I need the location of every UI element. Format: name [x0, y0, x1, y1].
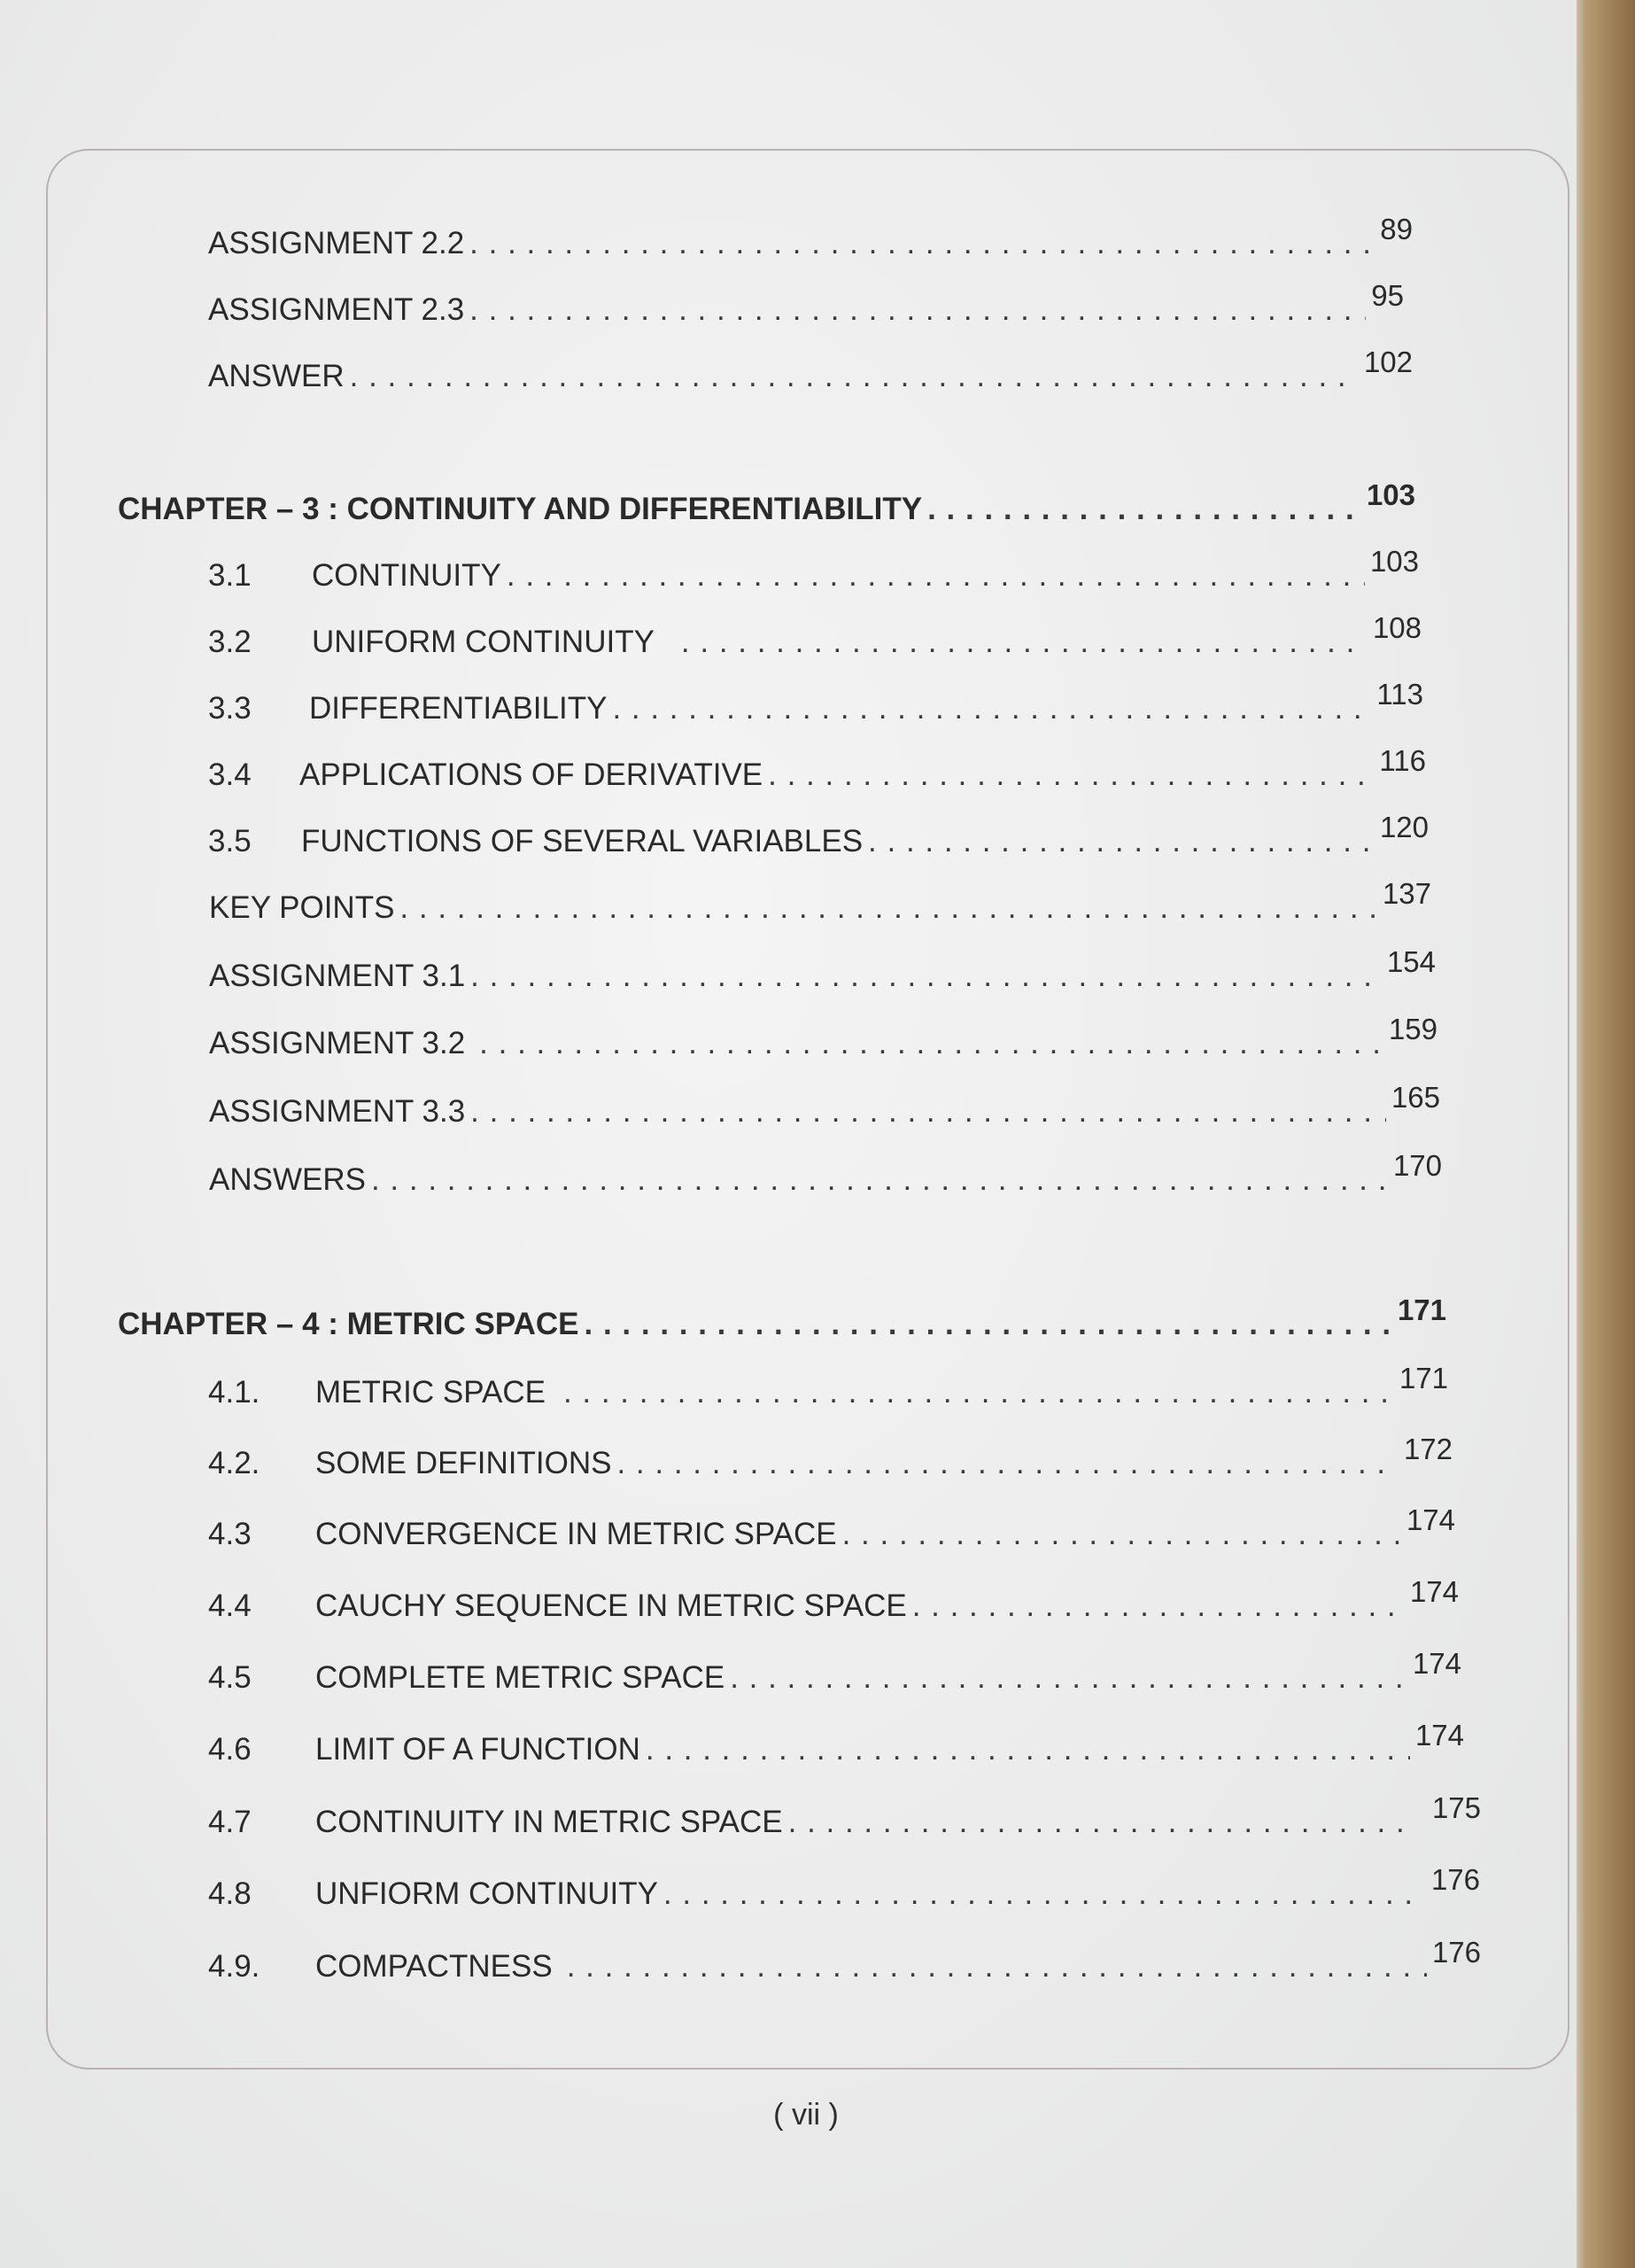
toc-entry[interactable] [208, 1863, 1480, 1921]
section-number: 4.2. [208, 1446, 260, 1480]
entry-title: CONTINUITY [312, 558, 501, 593]
chapter-heading[interactable] [118, 1293, 1446, 1351]
leader-dots [469, 226, 1375, 261]
entry-title: COMPLETE METRIC SPACE [315, 1660, 725, 1695]
section-number: 4.5 [208, 1660, 252, 1695]
toc-entry[interactable] [208, 1791, 1481, 1849]
leader-dots [585, 1307, 1392, 1342]
toc-entry[interactable] [208, 611, 1422, 669]
chapter-title: CHAPTER – 4 : METRIC SPACE [118, 1307, 579, 1341]
toc-entry[interactable] [208, 1575, 1459, 1633]
leader-dots [563, 1375, 1394, 1410]
leader-dots [788, 1805, 1414, 1840]
entry-page: 89 [1380, 213, 1413, 245]
toc-entry[interactable] [209, 1149, 1442, 1207]
entry-page: 172 [1403, 1433, 1453, 1465]
entry-page: 174 [1406, 1503, 1455, 1536]
leader-dots [469, 292, 1366, 328]
leader-dots [371, 1162, 1388, 1198]
leader-dots [470, 1094, 1386, 1130]
leader-dots [507, 558, 1365, 594]
leader-dots [912, 1588, 1405, 1624]
section-number: 3.5 [208, 824, 252, 858]
entry-page: 176 [1431, 1936, 1481, 1969]
entry-title: UNIFORM CONTINUITY [312, 625, 655, 659]
leader-dots [470, 959, 1382, 994]
leader-dots [567, 1949, 1427, 1984]
toc-entry[interactable] [208, 1503, 1455, 1561]
entry-page: 108 [1372, 611, 1422, 644]
entry-page: 174 [1412, 1647, 1461, 1680]
entry-title: KEY POINTS [209, 890, 395, 925]
entry-page: 170 [1392, 1149, 1442, 1182]
section-number: 3.2 [208, 625, 252, 659]
entry-title: LIMIT OF A FUNCTION [315, 1732, 640, 1767]
section-number: 4.9. [208, 1949, 260, 1984]
entry-title: FUNCTIONS OF SEVERAL VARIABLES [301, 824, 864, 858]
toc-entry[interactable] [208, 811, 1429, 868]
entry-title: UNFIORM CONTINUITY [315, 1876, 658, 1911]
entry-page: 95 [1371, 279, 1404, 312]
toc-entry[interactable] [208, 346, 1413, 403]
leader-dots [399, 890, 1377, 926]
toc-entry[interactable] [208, 1433, 1453, 1490]
section-number: 4.8 [208, 1876, 252, 1911]
toc-entry[interactable] [208, 1936, 1481, 1993]
leader-dots [612, 691, 1371, 726]
leader-dots [646, 1732, 1410, 1767]
page-number-label: ( vii ) [773, 2098, 839, 2132]
entry-page: 154 [1386, 945, 1436, 978]
entry-title: SOME DEFINITIONS [315, 1446, 612, 1480]
section-number: 4.6 [208, 1732, 252, 1767]
leader-dots [681, 625, 1368, 660]
entry-title: CAUCHY SEQUENCE IN METRIC SPACE [315, 1588, 907, 1623]
entry-title: ASSIGNMENT 2.2 [208, 226, 465, 260]
toc-entry[interactable] [209, 1013, 1437, 1070]
entry-title: CONVERGENCE IN METRIC SPACE [315, 1517, 837, 1551]
entry-page: 176 [1430, 1863, 1480, 1896]
chapter-page: 103 [1366, 478, 1415, 511]
toc-entry[interactable] [208, 1647, 1461, 1705]
toc-entry[interactable] [208, 545, 1419, 602]
leader-dots [663, 1876, 1426, 1912]
entry-page: 171 [1399, 1362, 1448, 1394]
entry-page: 165 [1391, 1081, 1440, 1114]
entry-page: 174 [1414, 1719, 1464, 1751]
entry-page: 103 [1369, 545, 1419, 578]
entry-title: ASSIGNMENT 2.3 [208, 292, 465, 327]
leader-dots [842, 1517, 1401, 1552]
leader-dots [730, 1660, 1407, 1696]
toc-entry[interactable] [209, 877, 1431, 935]
section-number: 3.4 [208, 757, 252, 792]
entry-title: ASSIGNMENT 3.3 [209, 1094, 466, 1129]
entry-title: ANSWER [208, 359, 345, 393]
section-number: 4.4 [208, 1588, 252, 1623]
entry-page: 175 [1431, 1791, 1481, 1824]
entry-title: DIFFERENTIABILITY [309, 691, 608, 726]
entry-page: 116 [1379, 744, 1426, 777]
toc-entry[interactable] [208, 1719, 1464, 1776]
chapter-page: 171 [1397, 1293, 1446, 1326]
entry-page: 120 [1379, 811, 1429, 843]
section-number: 4.3 [208, 1517, 252, 1551]
leader-dots [616, 1446, 1398, 1481]
chapter-heading[interactable] [118, 478, 1415, 536]
entry-title: ANSWERS [209, 1162, 366, 1197]
entry-title: APPLICATIONS OF DERIVATIVE [299, 757, 763, 792]
entry-page: 174 [1409, 1575, 1459, 1608]
toc-entry[interactable] [208, 744, 1426, 802]
leader-dots [350, 359, 1359, 394]
entry-title: ASSIGNMENT 3.2 [209, 1026, 466, 1060]
entry-page: 159 [1388, 1013, 1437, 1045]
toc-entry[interactable] [209, 945, 1436, 1003]
entry-title: CONTINUITY IN METRIC SPACE [315, 1805, 783, 1839]
toc-entry[interactable] [208, 279, 1404, 337]
entry-page: 137 [1382, 877, 1431, 910]
section-number: 3.1 [208, 558, 252, 593]
section-number: 3.3 [208, 691, 252, 726]
section-number: 4.1. [208, 1375, 260, 1410]
leader-dots [927, 492, 1361, 527]
toc-entry[interactable] [209, 1081, 1440, 1138]
toc-entry[interactable] [208, 213, 1413, 270]
entry-title: ASSIGNMENT 3.1 [209, 959, 466, 993]
entry-title: COMPACTNESS [315, 1949, 553, 1984]
toc-entry[interactable] [208, 1362, 1448, 1419]
entry-page: 113 [1376, 678, 1423, 711]
entry-title: METRIC SPACE [315, 1375, 546, 1410]
leader-dots [479, 1026, 1383, 1061]
toc-entry[interactable] [208, 678, 1423, 735]
chapter-title: CHAPTER – 3 : CONTINUITY AND DIFFERENTIABILITY [118, 492, 923, 526]
leader-dots [768, 757, 1374, 793]
entry-page: 102 [1363, 346, 1413, 378]
leader-dots [868, 824, 1375, 859]
section-number: 4.7 [208, 1805, 252, 1839]
